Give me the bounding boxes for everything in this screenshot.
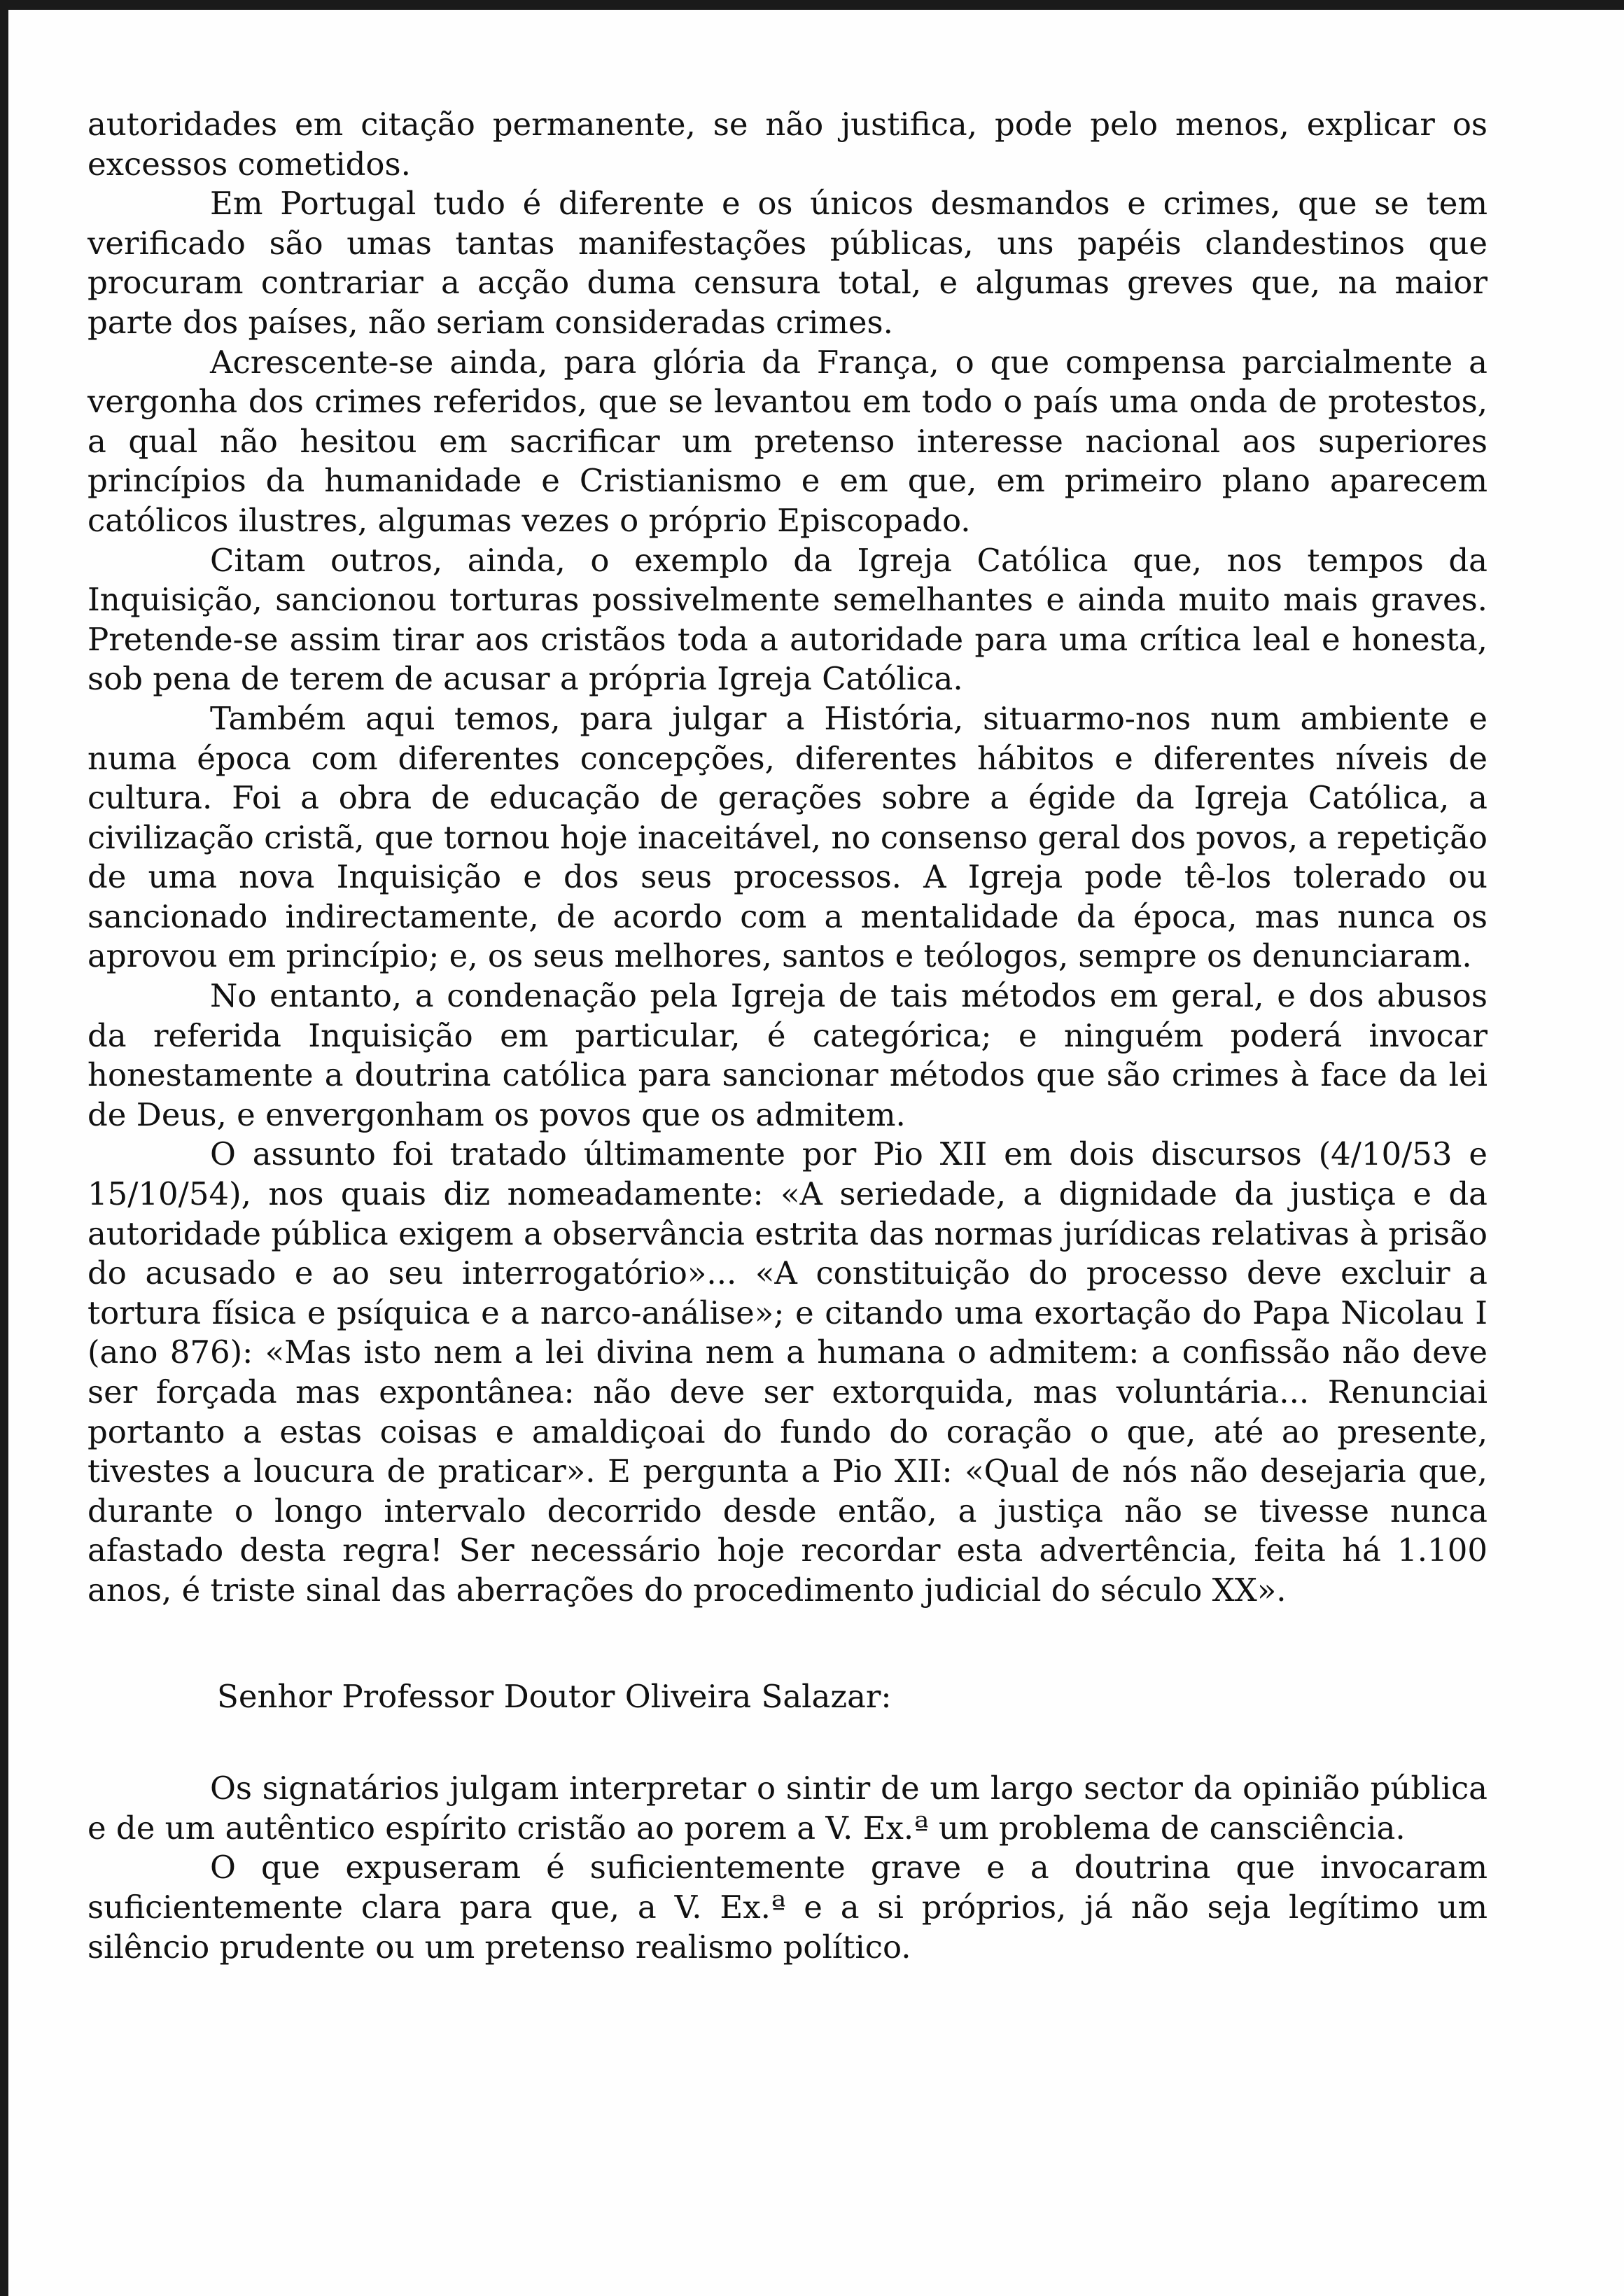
paragraph: Em Portugal tudo é diferente e os únicos desmandos e crimes, que se tem verificado são umas tantas manifestações públicas, uns papéis clandestinos que procuram contrariar a acção duma censura total, e algumas greves que, na maior parte dos países, não seriam consideradas crimes. — [88, 185, 1488, 341]
paragraph: No entanto, a condenação pela Igreja de tais métodos em geral, e dos abusos da referida Inquisição em particular, é categórica; e ninguém poderá invocar honestamente a doutrina católica para sancionar métodos que são crimes à face da lei de Deus, e envergonham os povos que os admitem. — [88, 977, 1488, 1133]
paragraph: Citam outros, ainda, o exemplo da Igreja Católica que, nos tempos da Inquisição, sancionou torturas possivelmente semelhantes e ainda muito mais graves. Pretende-se assim tirar aos cristãos toda a autoridade para uma crítica leal e honesta, sob pena de terem de acusar a própria Igreja Católica. — [88, 541, 1488, 698]
salutation: Senhor Professor Doutor Oliveira Salazar: — [217, 1677, 892, 1715]
closing-paragraph: O que expuseram é suficientemente grave e a doutrina que invocaram suficientemente clara para que, a V. Ex.ª e a si próprios, já não seja legítimo um silêncio prudente ou um pretenso realismo político. — [88, 1849, 1488, 1966]
paragraph: Acrescente-se ainda, para glória da França, o que compensa parcialmente a vergonha dos crimes referidos, que se levantou em todo o país uma onda de protestos, a qual não hesitou em sacrificar um pretenso interesse nacional aos superiores princípios da humanidade e Cristianismo e em que, em primeiro plano aparecem católicos ilustres, algumas vezes o próprio Episcopado. — [88, 343, 1488, 539]
scan-border-left — [0, 0, 8, 2296]
scan-border-top — [0, 0, 1624, 10]
letter-body — [88, 105, 1488, 1967]
paragraph: Também aqui temos, para julgar a História, situarmo-nos num ambiente e numa época com diferentes concepções, diferentes hábitos e diferentes níveis de cultura. Foi a obra de educação de gerações sobre a égide da Igreja Católica, a civilização cristã, que tornou hoje inaceitável, no consenso geral dos povos, a repetição de uma nova Inquisição e dos seus processos. A Igreja pode tê-los tolerado ou sancionado indirectamente, de acordo com a mentalidade da época, mas nunca os aprovou em princípio; e, os seus melhores, santos e teólogos, sempre os denunciaram. — [88, 699, 1488, 975]
paragraph: O assunto foi tratado últimamente por Pio XII em dois discursos (4/10/53 e 15/10/54), nos quais diz nomeadamente: «A seriedade, a dignidade da justiça e da autoridade pública exigem a observância estrita das normas jurídicas relativas à prisão do acusado e ao seu interrogatório»... «A constituição do processo deve excluir a tortura física e psíquica e a narco-análise»; e citando uma exortação do Papa Nicolau I (ano 876): «Mas isto nem a lei divina nem a humana o admitem: a confissão não deve ser forçada mas expontânea: não deve ser extorquida, mas voluntária... Renunciai portanto a estas coisas e amaldiçoai do fundo do coração o que, até ao presente, tivestes a loucura de praticar». E pergunta a Pio XII: «Qual de nós não desejaria que, durante o longo intervalo decorrido desde então, a justiça não se tivesse nunca afastado desta regra! Ser necessário hoje recordar esta advertência, feita há 1.100 anos, é triste sinal das aberrações do procedimento judicial do século XX». — [88, 1135, 1488, 1609]
closing-paragraph: Os signatários julgam interpretar o sintir de um largo sector da opinião pública e de um autêntico espírito cristão ao porem a V. Ex.ª um problema de cansciência. — [88, 1770, 1488, 1847]
paragraph-continuation: autoridades em citação permanente, se não justifica, pode pelo menos, explicar os excessos cometidos. — [88, 106, 1488, 183]
